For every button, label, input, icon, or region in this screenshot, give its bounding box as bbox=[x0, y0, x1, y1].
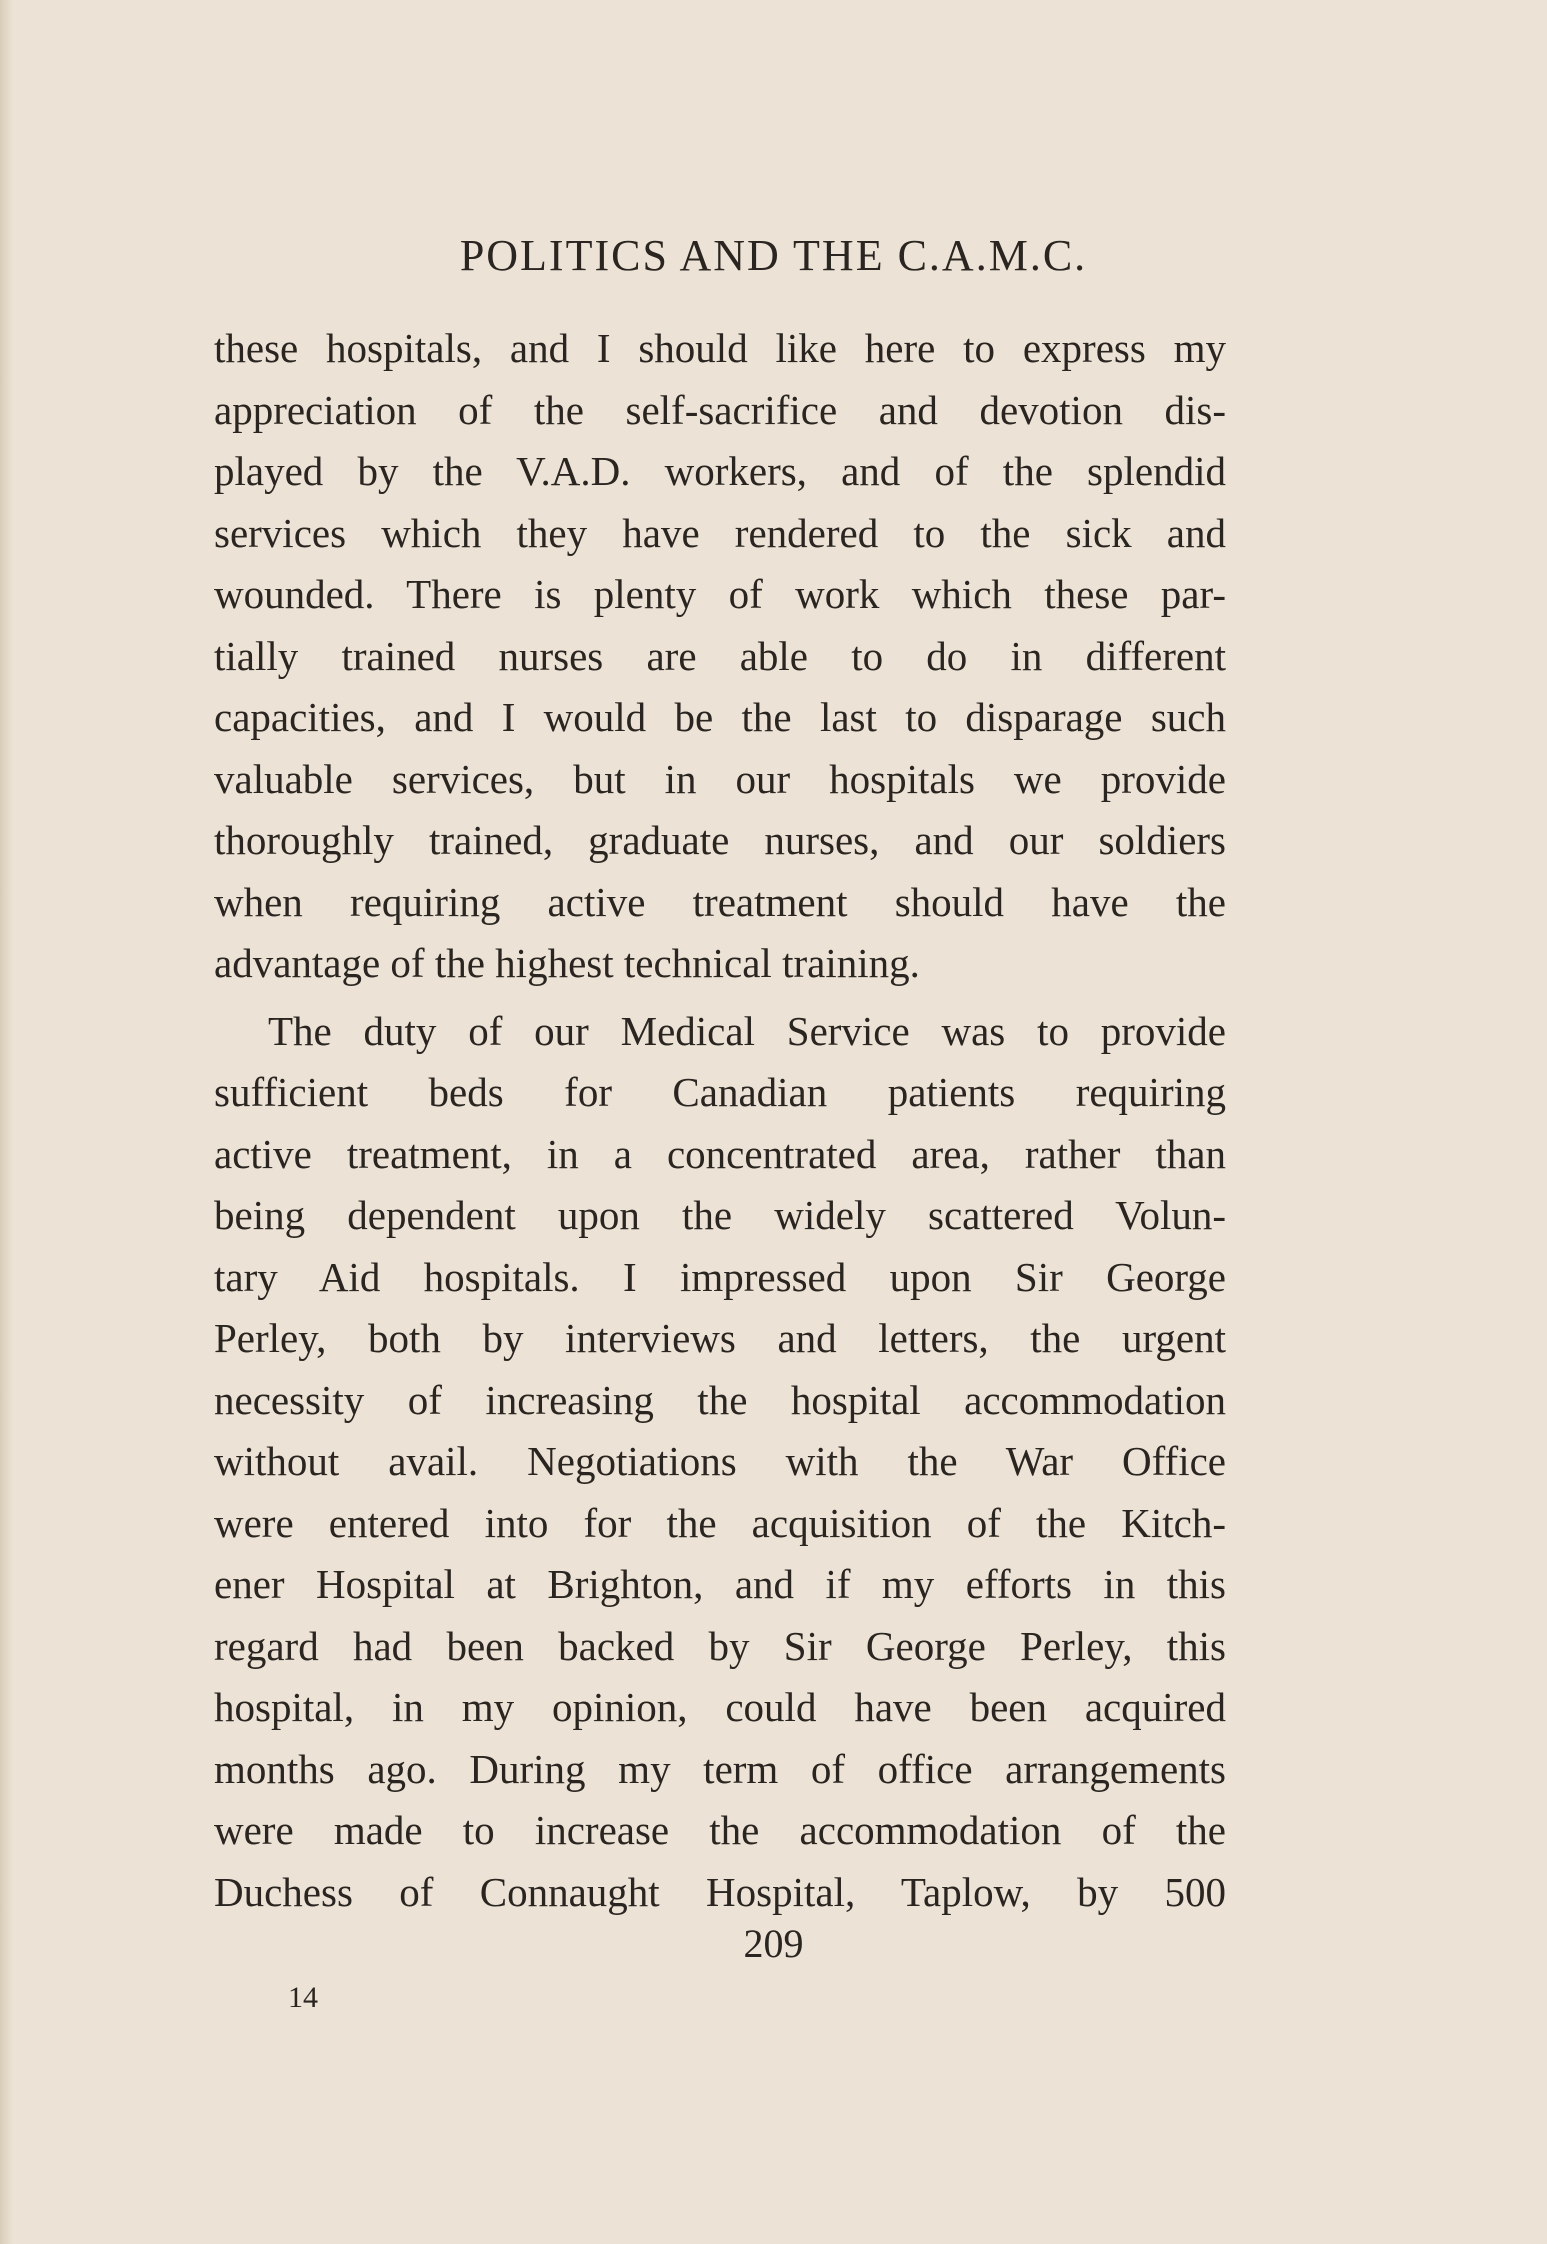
body-text bbox=[214, 318, 1226, 1923]
text-line: regard had been backed by Sir George Perley, this bbox=[214, 1622, 1226, 1669]
text-line: being dependent upon the widely scattered Volun- bbox=[214, 1192, 1226, 1238]
text-line: played by the V.A.D. workers, and of the splendid bbox=[214, 448, 1226, 494]
text-line: necessity of increasing the hospital accommodation bbox=[214, 1376, 1226, 1423]
text-line: without avail. Negotiations with the War Office bbox=[214, 1438, 1226, 1484]
text-line: these hospitals, and I should like here to express my bbox=[214, 325, 1226, 371]
signature-mark: 14 bbox=[288, 1981, 318, 2014]
text-line: ener Hospital at Brighton, and if my efforts in this bbox=[214, 1561, 1226, 1607]
text-line: The duty of our Medical Service was to provide bbox=[268, 1007, 1226, 1054]
running-head: POLITICS AND THE C.A.M.C. bbox=[459, 231, 1088, 280]
text-line: tially trained nurses are able to do in different bbox=[214, 632, 1226, 679]
page-binding-edge bbox=[0, 0, 14, 2244]
text-line: Perley, both by interviews and letters, the urgent bbox=[214, 1315, 1226, 1361]
text-line: advantage of the highest technical training. bbox=[214, 940, 920, 986]
text-line: thoroughly trained, graduate nurses, and our soldiers bbox=[214, 817, 1226, 863]
text-line: capacities, and I would be the last to disparage such bbox=[214, 694, 1226, 740]
text-line: tary Aid hospitals. I impressed upon Sir George bbox=[214, 1253, 1226, 1300]
text-line: sufficient beds for Canadian patients requiring bbox=[214, 1069, 1226, 1115]
paragraph-1 bbox=[214, 318, 1226, 995]
page-number: 209 bbox=[743, 1921, 804, 1966]
text-line: when requiring active treatment should have the bbox=[214, 878, 1226, 925]
text-line: months ago. During my term of office arrangements bbox=[214, 1745, 1226, 1792]
text-line: hospital, in my opinion, could have been acquired bbox=[214, 1684, 1226, 1730]
text-line: valuable services, but in our hospitals we provide bbox=[214, 755, 1226, 802]
text-line: appreciation of the self-sacrifice and devotion dis- bbox=[214, 386, 1226, 433]
text-line: wounded. There is plenty of work which these par- bbox=[214, 571, 1226, 617]
paragraph-2 bbox=[214, 1001, 1226, 1924]
text-line: were entered into for the acquisition of the Kitch- bbox=[214, 1499, 1226, 1546]
text-line: Duchess of Connaught Hospital, Taplow, by 500 bbox=[214, 1868, 1226, 1915]
text-line: active treatment, in a concentrated area, rather than bbox=[214, 1130, 1226, 1177]
text-line: services which they have rendered to the sick and bbox=[214, 509, 1226, 556]
text-line: were made to increase the accommodation of the bbox=[214, 1807, 1226, 1853]
